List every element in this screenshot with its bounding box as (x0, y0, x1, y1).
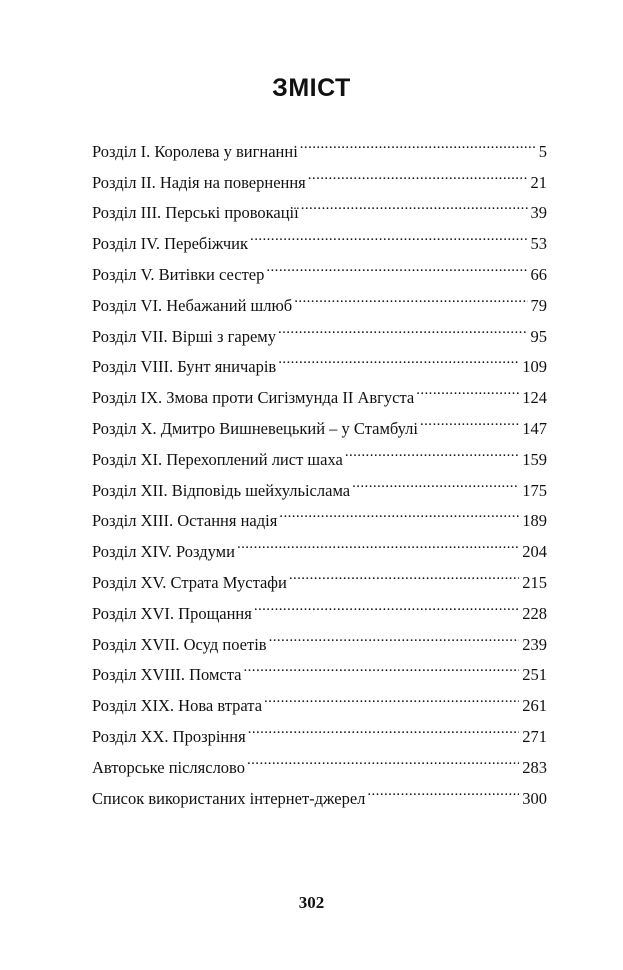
dot-leader (301, 188, 528, 219)
dot-leader (294, 280, 527, 311)
dot-leader (308, 157, 528, 188)
toc-entry-title: Розділ XII. Відповідь шейхульіслама (92, 480, 351, 500)
toc-entry-title: Авторське післяслово (92, 757, 245, 777)
toc-entry (92, 126, 547, 161)
dot-leader (289, 557, 519, 588)
dot-leader (244, 650, 520, 681)
toc-entry-title: Розділ I. Королева у вигнанні (92, 141, 298, 161)
dot-leader (278, 311, 528, 342)
toc-entry-page: 159 (522, 449, 547, 469)
table-of-contents (92, 126, 547, 808)
toc-entry-page: 39 (530, 203, 547, 223)
dot-leader (278, 342, 519, 373)
toc-entry-page: 175 (522, 480, 547, 500)
dot-leader (269, 619, 520, 650)
toc-entry-title: Розділ XX. Прозріння (92, 726, 246, 746)
toc-entry-page: 283 (522, 757, 547, 777)
dot-leader (266, 249, 527, 280)
toc-entry-title: Розділ IV. Перебіжчик (92, 234, 249, 254)
toc-entry-title: Розділ XVI. Прощання (92, 603, 252, 623)
toc-entry-title: Розділ XV. Страта Мустафи (92, 572, 287, 592)
toc-entry-page: 109 (522, 357, 547, 377)
dot-leader (352, 465, 519, 496)
page-title: ЗМІСТ (272, 74, 351, 102)
toc-entry-page: 189 (522, 511, 547, 531)
toc-entry-title: Розділ XI. Перехоплений лист шаха (92, 449, 343, 469)
toc-entry-title: Розділ X. Дмитро Вишневецький – у Стамбулі (92, 418, 418, 438)
page-number: 302 (298, 893, 325, 912)
toc-entry-page: 5 (538, 141, 547, 161)
toc-entry-title: Розділ XVIII. Помста (92, 665, 242, 685)
toc-entry-title: Розділ VII. Вірші з гарему (92, 326, 276, 346)
toc-entry-page: 239 (522, 634, 547, 654)
toc-entry-page: 271 (522, 726, 547, 746)
dot-leader (345, 434, 519, 465)
toc-entry-page: 147 (522, 418, 547, 438)
toc-entry-page: 66 (530, 264, 547, 284)
dot-leader (254, 588, 519, 619)
toc-entry-title: Розділ XVII. Осуд поетів (92, 634, 267, 654)
dot-leader (248, 711, 520, 742)
toc-entry-title: Розділ XIII. Остання надія (92, 511, 278, 531)
toc-entry-title: Розділ V. Витівки сестер (92, 264, 265, 284)
toc-entry-page: 79 (530, 295, 547, 315)
toc-entry-page: 251 (522, 665, 547, 685)
toc-entry-page: 124 (522, 388, 547, 408)
toc-entry-title: Розділ VIII. Бунт яничарів (92, 357, 277, 377)
toc-entry-title: Розділ II. Надія на повернення (92, 172, 306, 192)
toc-entry-title: Розділ XIV. Роздуми (92, 542, 235, 562)
dot-leader (237, 526, 519, 557)
dot-leader (367, 773, 519, 804)
toc-entry-page: 300 (522, 788, 547, 808)
toc-entry-title: Розділ VI. Небажаний шлюб (92, 295, 293, 315)
dot-leader (300, 126, 536, 157)
dot-leader (247, 742, 519, 773)
toc-entry-page: 261 (522, 696, 547, 716)
toc-entry-title: Розділ III. Перські провокації (92, 203, 299, 223)
dot-leader (420, 403, 519, 434)
dot-leader (416, 372, 519, 403)
toc-entry-page: 228 (522, 603, 547, 623)
toc-entry-page: 53 (530, 234, 547, 254)
dot-leader (279, 496, 519, 527)
toc-entry-page: 21 (530, 172, 547, 192)
toc-entry-page: 95 (530, 326, 547, 346)
toc-entry-page: 215 (522, 572, 547, 592)
dot-leader (250, 218, 527, 249)
toc-entry-title: Розділ XIX. Нова втрата (92, 696, 263, 716)
toc-entry-title: Список використаних інтернет-джерел (92, 788, 366, 808)
dot-leader (264, 680, 519, 711)
toc-entry-page: 204 (522, 542, 547, 562)
toc-entry-title: Розділ IX. Змова проти Сигізмунда II Августа (92, 388, 415, 408)
